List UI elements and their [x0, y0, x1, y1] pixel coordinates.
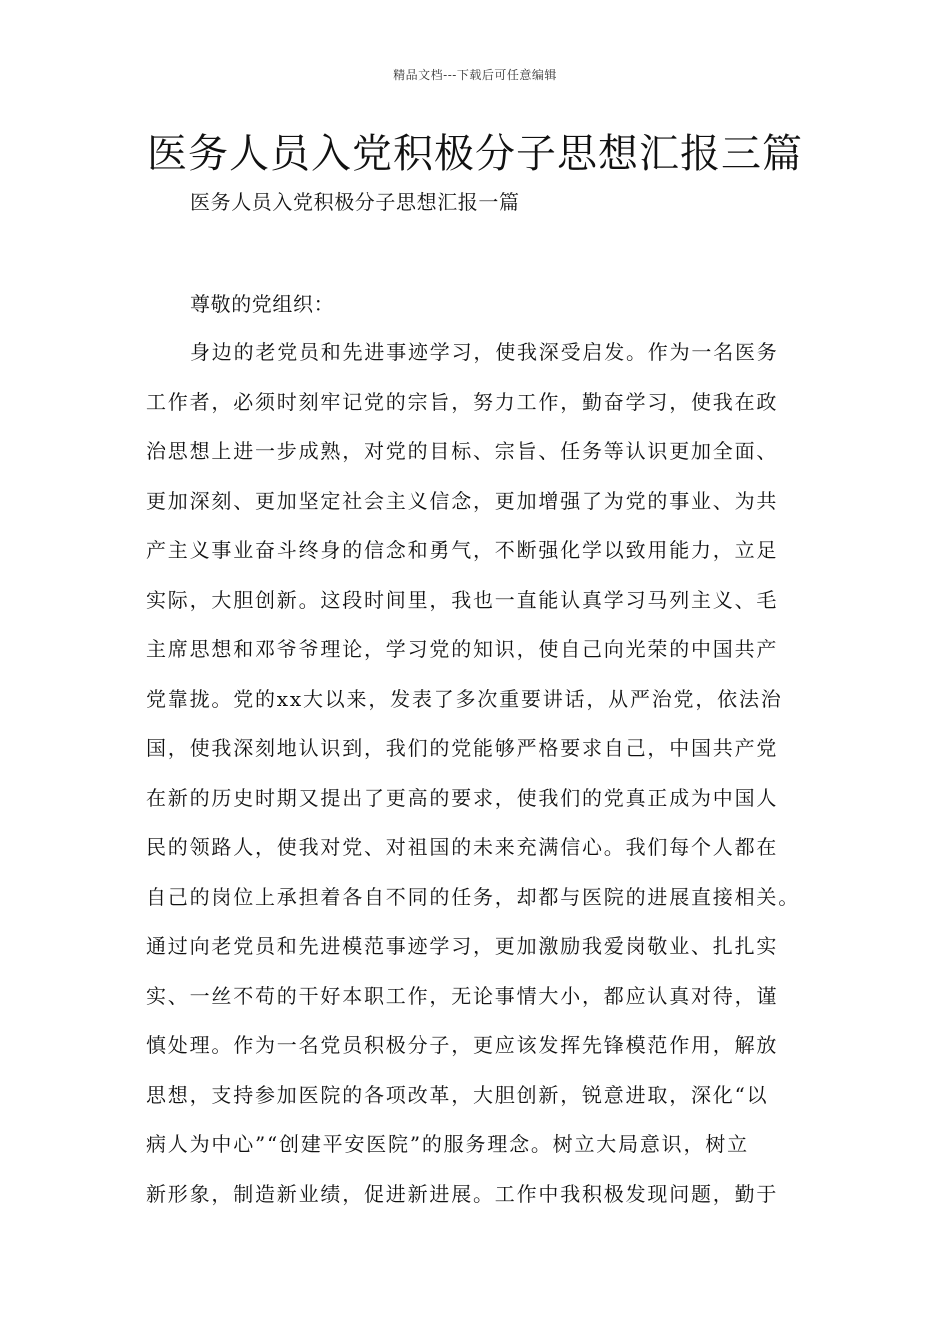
- body-line: 病人为中心”“创建平安医院”的服务理念。树立大局意识，树立: [146, 1132, 749, 1156]
- body-line: 自己的岗位上承担着各自不同的任务，却都与医院的进展直接相关。: [146, 884, 800, 909]
- body-line: 实际，大胆创新。这段时间里，我也一直能认真学习马列主义、毛: [146, 587, 779, 612]
- body-line: 产主义事业奋斗终身的信念和勇气，不断强化学以致用能力，立足: [146, 538, 779, 562]
- body-line: 党靠拢。党的xx大以来，发表了多次重要讲话，从严治党，依法治: [146, 686, 783, 711]
- body-paragraph: [146, 336, 830, 1227]
- body-line: 思想，支持参加医院的各项改革，大胆创新，锐意进取，深化“以: [146, 1082, 769, 1107]
- body-line: 治思想上进一步成熟，对党的目标、宗旨、任务等认识更加全面、: [146, 439, 779, 463]
- body-line: 国，使我深刻地认识到，我们的党能够严格要求自己，中国共产党: [146, 736, 779, 760]
- body-line: 实、一丝不苟的干好本职工作，无论事情大小，都应认真对待，谨: [146, 983, 779, 1008]
- body-line: 工作者，必须时刻牢记党的宗旨，努力工作，勤奋学习，使我在政: [146, 389, 779, 414]
- body-line: 通过向老党员和先进模范事迹学习，更加激励我爱岗敬业、扎扎实: [146, 934, 779, 958]
- body-line: 更加深刻、更加坚定社会主义信念，更加增强了为党的事业、为共: [146, 488, 779, 513]
- body-line: 民的领路人，使我对党、对祖国的未来充满信心。我们每个人都在: [146, 835, 779, 859]
- document-subtitle: 医务人员入党积极分子思想汇报一篇: [190, 190, 520, 214]
- body-line: 在新的历史时期又提出了更高的要求，使我们的党真正成为中国人: [146, 785, 779, 810]
- document-title: 医务人员入党积极分子思想汇报三篇: [147, 131, 803, 177]
- salutation: 尊敬的党组织：: [190, 292, 335, 316]
- body-line: 主席思想和邓爷爷理论，学习党的知识，使自己向光荣的中国共产: [146, 637, 779, 661]
- body-line: 慎处理。作为一名党员积极分子，更应该发挥先锋模范作用，解放: [146, 1033, 779, 1057]
- header-note: 精品文档---下载后可任意编辑: [393, 68, 557, 82]
- body-line: 身边的老党员和先进事迹学习，使我深受启发。作为一名医务: [190, 340, 779, 364]
- body-line: 新形象，制造新业绩，促进新进展。工作中我积极发现问题，勤于: [146, 1181, 779, 1206]
